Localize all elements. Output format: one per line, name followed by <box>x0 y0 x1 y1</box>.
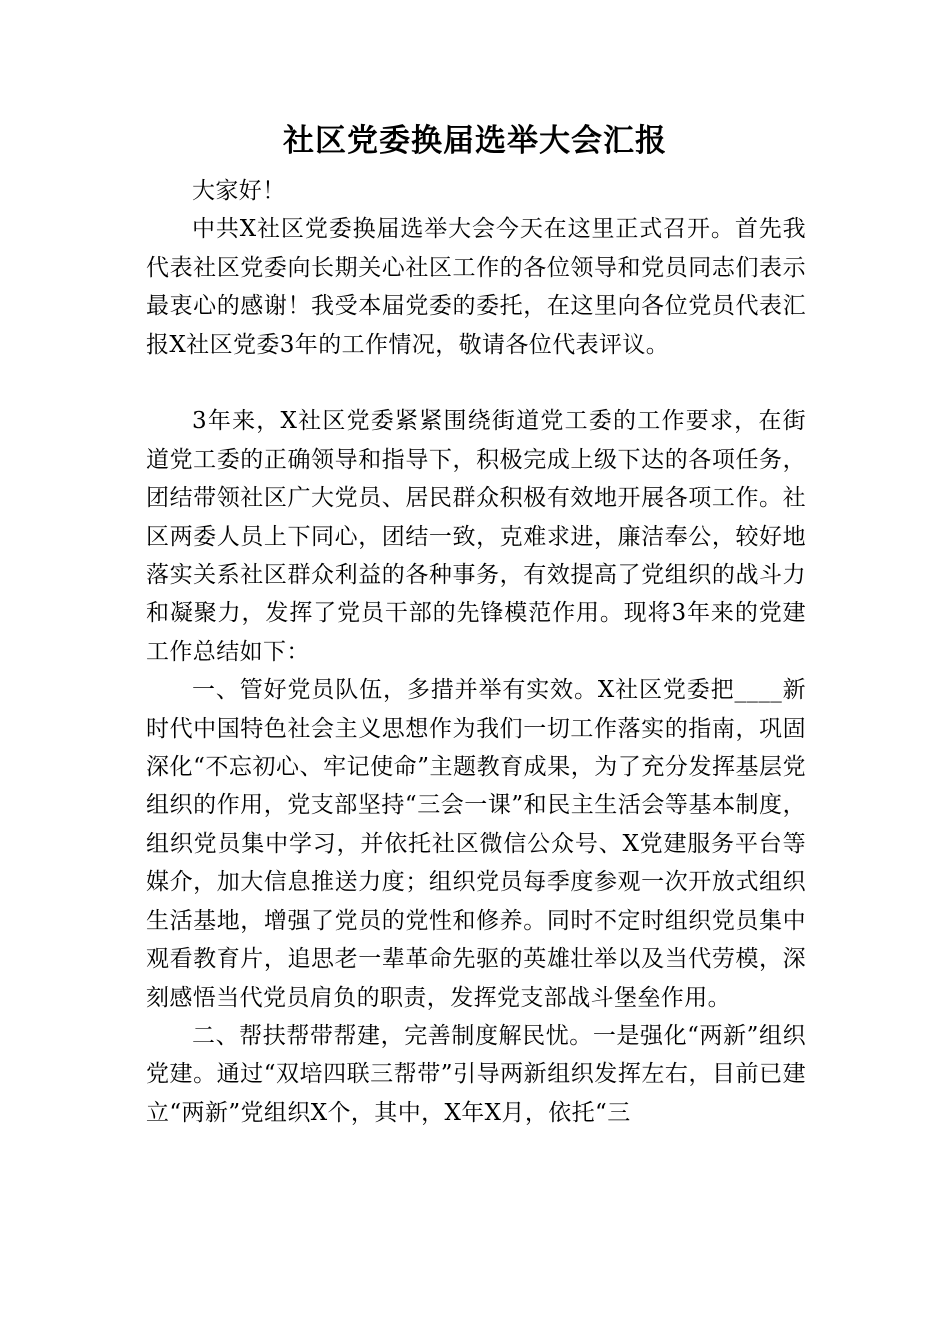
opening-paragraph: 中共X社区党委换届选举大会今天在这里正式召开。首先我代表社区党委向长期关心社区工作的各位领导和党员同志们表示最衷心的感谢！我受本届党委的委托，在这里向各位党员代表汇报X社区党委3年的工作情况，敬请各位代表评议。 <box>146 216 806 358</box>
paragraph-spacer <box>146 364 806 402</box>
summary-paragraph: 3年来，X社区党委紧紧围绕街道党工委的工作要求，在街道党工委的正确领导和指导下，积极完成上级下达的各项任务，团结带领社区广大党员、居民群众积极有效地开展各项工作。社区两委人员上下同心，团结一致，克难求进，廉洁奉公，较好地落实关系社区群众利益的各种事务，有效提高了党组织的战斗力和凝聚力，发挥了党员干部的先锋模范作用。现将3年来的党建工作总结如下： <box>146 408 806 665</box>
section-two-paragraph: 二、帮扶帮带帮建，完善制度解民忧。一是强化“两新”组织党建。通过“双培四联三帮带”引导两新组织发挥左右，目前已建立“两新”党组织X个，其中，X年X月，依托“三 <box>146 1022 806 1126</box>
document-body <box>146 172 806 1132</box>
document-title: 社区党委换届选举大会汇报 <box>283 123 667 159</box>
section-one-paragraph: 一、管好党员队伍，多措并举有实效。X社区党委把____新时代中国特色社会主义思想作为我们一切工作落实的指南，巩固深化“不忘初心、牢记使命”主题教育成果，为了充分发挥基层党组织的作用，党支部坚持“三会一课”和民主生活会等基本制度，组织党员集中学习，并依托社区微信公众号、X党建服务平台等媒介，加大信息推送力度；组织党员每季度参观一次开放式组织生活基地，增强了党员的党性和修养。同时不定时组织党员集中观看教育片，追思老一辈革命先驱的英雄壮举以及当代劳模，深刻感悟当代党员肩负的职责，发挥党支部战斗堡垒作用。 <box>146 677 806 1011</box>
greeting-paragraph: 大家好！ <box>192 178 286 204</box>
